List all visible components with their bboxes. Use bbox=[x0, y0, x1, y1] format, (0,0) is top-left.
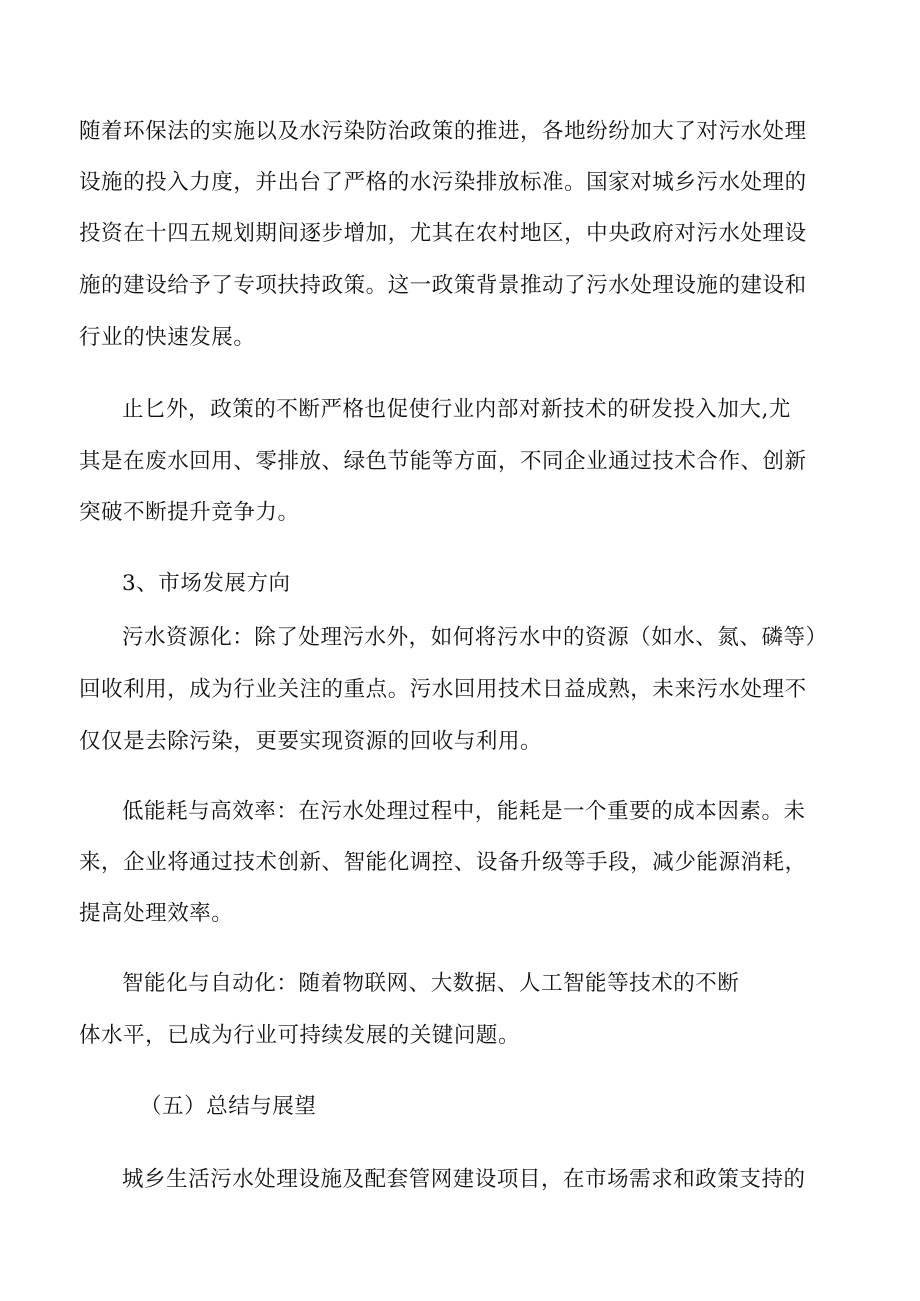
paragraph-line: 突破不断提升竞争力。 bbox=[79, 500, 300, 525]
paragraph-line: 止匕外，政策的不断严格也促使行业内部对新技术的研发投入加大,尤 bbox=[122, 397, 791, 422]
paragraph-line: 随着环保法的实施以及水污染防治政策的推进，各地纷纷加大了对污水处理 bbox=[79, 119, 807, 144]
paragraph-line: 行业的快速发展。 bbox=[79, 325, 256, 350]
paragraph-line: 污水资源化：除了处理污水外，如何将污水中的资源（如水、氮、磷等） bbox=[122, 625, 828, 650]
paragraph-line: 城乡生活污水处理设施及配套管网建设项目，在市场需求和政策支持的 bbox=[122, 1167, 806, 1192]
section-heading: 3、市场发展方向 bbox=[122, 571, 291, 596]
paragraph-line: 回收利用，成为行业关注的重点。污水回用技术日益成熟，未来污水处理不 bbox=[79, 677, 807, 702]
paragraph-line: 智能化与自动化：随着物联网、大数据、人工智能等技术的不断 bbox=[122, 971, 740, 996]
subsection-heading: （五）总结与展望 bbox=[140, 1094, 317, 1119]
paragraph-line: 投资在十四五规划期间逐步增加，尤其在农村地区，中央政府对污水处理设 bbox=[79, 221, 807, 246]
paragraph-line: 体水平，已成为行业可持续发展的关键问题。 bbox=[79, 1023, 521, 1048]
paragraph-line: 仅仅是去除污染，更要实现资源的回收与利用。 bbox=[79, 729, 543, 754]
paragraph-line: 其是在废水回用、零排放、绿色节能等方面，不同企业通过技术合作、创新 bbox=[79, 449, 807, 474]
paragraph-line: 提高处理效率。 bbox=[79, 901, 234, 926]
paragraph-line: 设施的投入力度，并出台了严格的水污染排放标准。国家对城乡污水处理的 bbox=[79, 170, 807, 195]
paragraph-line: 来，企业将通过技术创新、智能化调控、设备升级等手段，减少能源消耗， bbox=[79, 850, 807, 875]
paragraph-line: 低能耗与高效率：在污水处理过程中，能耗是一个重要的成本因素。未 bbox=[122, 799, 806, 824]
paragraph-line: 施的建设给予了专项扶持政策。这一政策背景推动了污水处理设施的建设和 bbox=[79, 273, 807, 298]
